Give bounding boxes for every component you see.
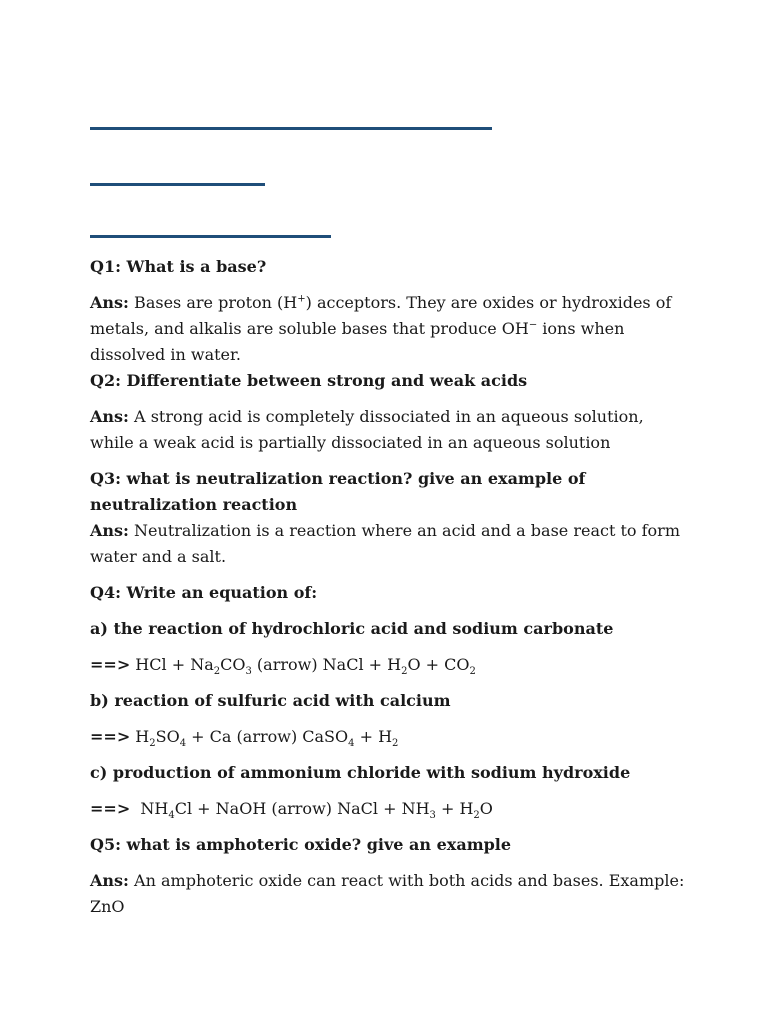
header-rule-2: [90, 183, 265, 186]
q4a-equation: ==> HCl + $Na_2CO_3$ (arrow) NaCl + $H_2O + CO_2$: [90, 655, 476, 678]
q4-question: Q4: Write an equation of:: [90, 583, 318, 602]
q1-question: Q1: What is a base?: [90, 257, 267, 276]
arrow-label: ==>: [90, 655, 131, 674]
q5-answer: Ans: An amphoteric oxide can react with both acids and bases. Example: ZnO: [90, 871, 685, 916]
arrow-label: ==>: [90, 727, 131, 746]
q4c-equation: ==> $NH_4Cl$ + NaOH (arrow) NaCl + $NH_3 + H_2O$: [90, 799, 493, 822]
ans-label: Ans:: [90, 521, 129, 540]
q4b-label: b) reaction of sulfuric acid with calcium: [90, 691, 451, 710]
q2-question: Q2: Differentiate between strong and weak acids: [90, 371, 528, 390]
q4c-label: c) production of ammonium chloride with sodium hydroxide: [90, 763, 631, 782]
q1-answer: Ans: Bases are proton (H+) acceptors. They are oxides or hydroxides of metals, and alkalis are soluble bases that produce OH− ions when dissolved in water.: [90, 293, 672, 364]
header-rule-1: [90, 127, 492, 130]
ans-label: Ans:: [90, 407, 129, 426]
q3-answer: Ans: Neutralization is a reaction where an acid and a base react to form water and a salt.: [90, 521, 680, 566]
q3-question: Q3: what is neutralization reaction? give an example of neutralization reaction: [90, 469, 586, 514]
q4a-label: a) the reaction of hydrochloric acid and sodium carbonate: [90, 619, 614, 638]
q5-question: Q5: what is amphoteric oxide? give an example: [90, 835, 512, 854]
ans-label: Ans:: [90, 293, 129, 312]
header-rule-3: [90, 235, 331, 238]
q2-answer: Ans: A strong acid is completely dissociated in an aqueous solution, while a weak acid is partially dissociated in an aqueous solution: [90, 407, 644, 452]
q4b-equation: ==> $H_2SO_4 + Ca$ (arrow) CaSO$_4$ + $H_2$: [90, 727, 399, 750]
document-body: [90, 254, 690, 920]
ans-label: Ans:: [90, 871, 129, 890]
arrow-label: ==>: [90, 799, 131, 818]
